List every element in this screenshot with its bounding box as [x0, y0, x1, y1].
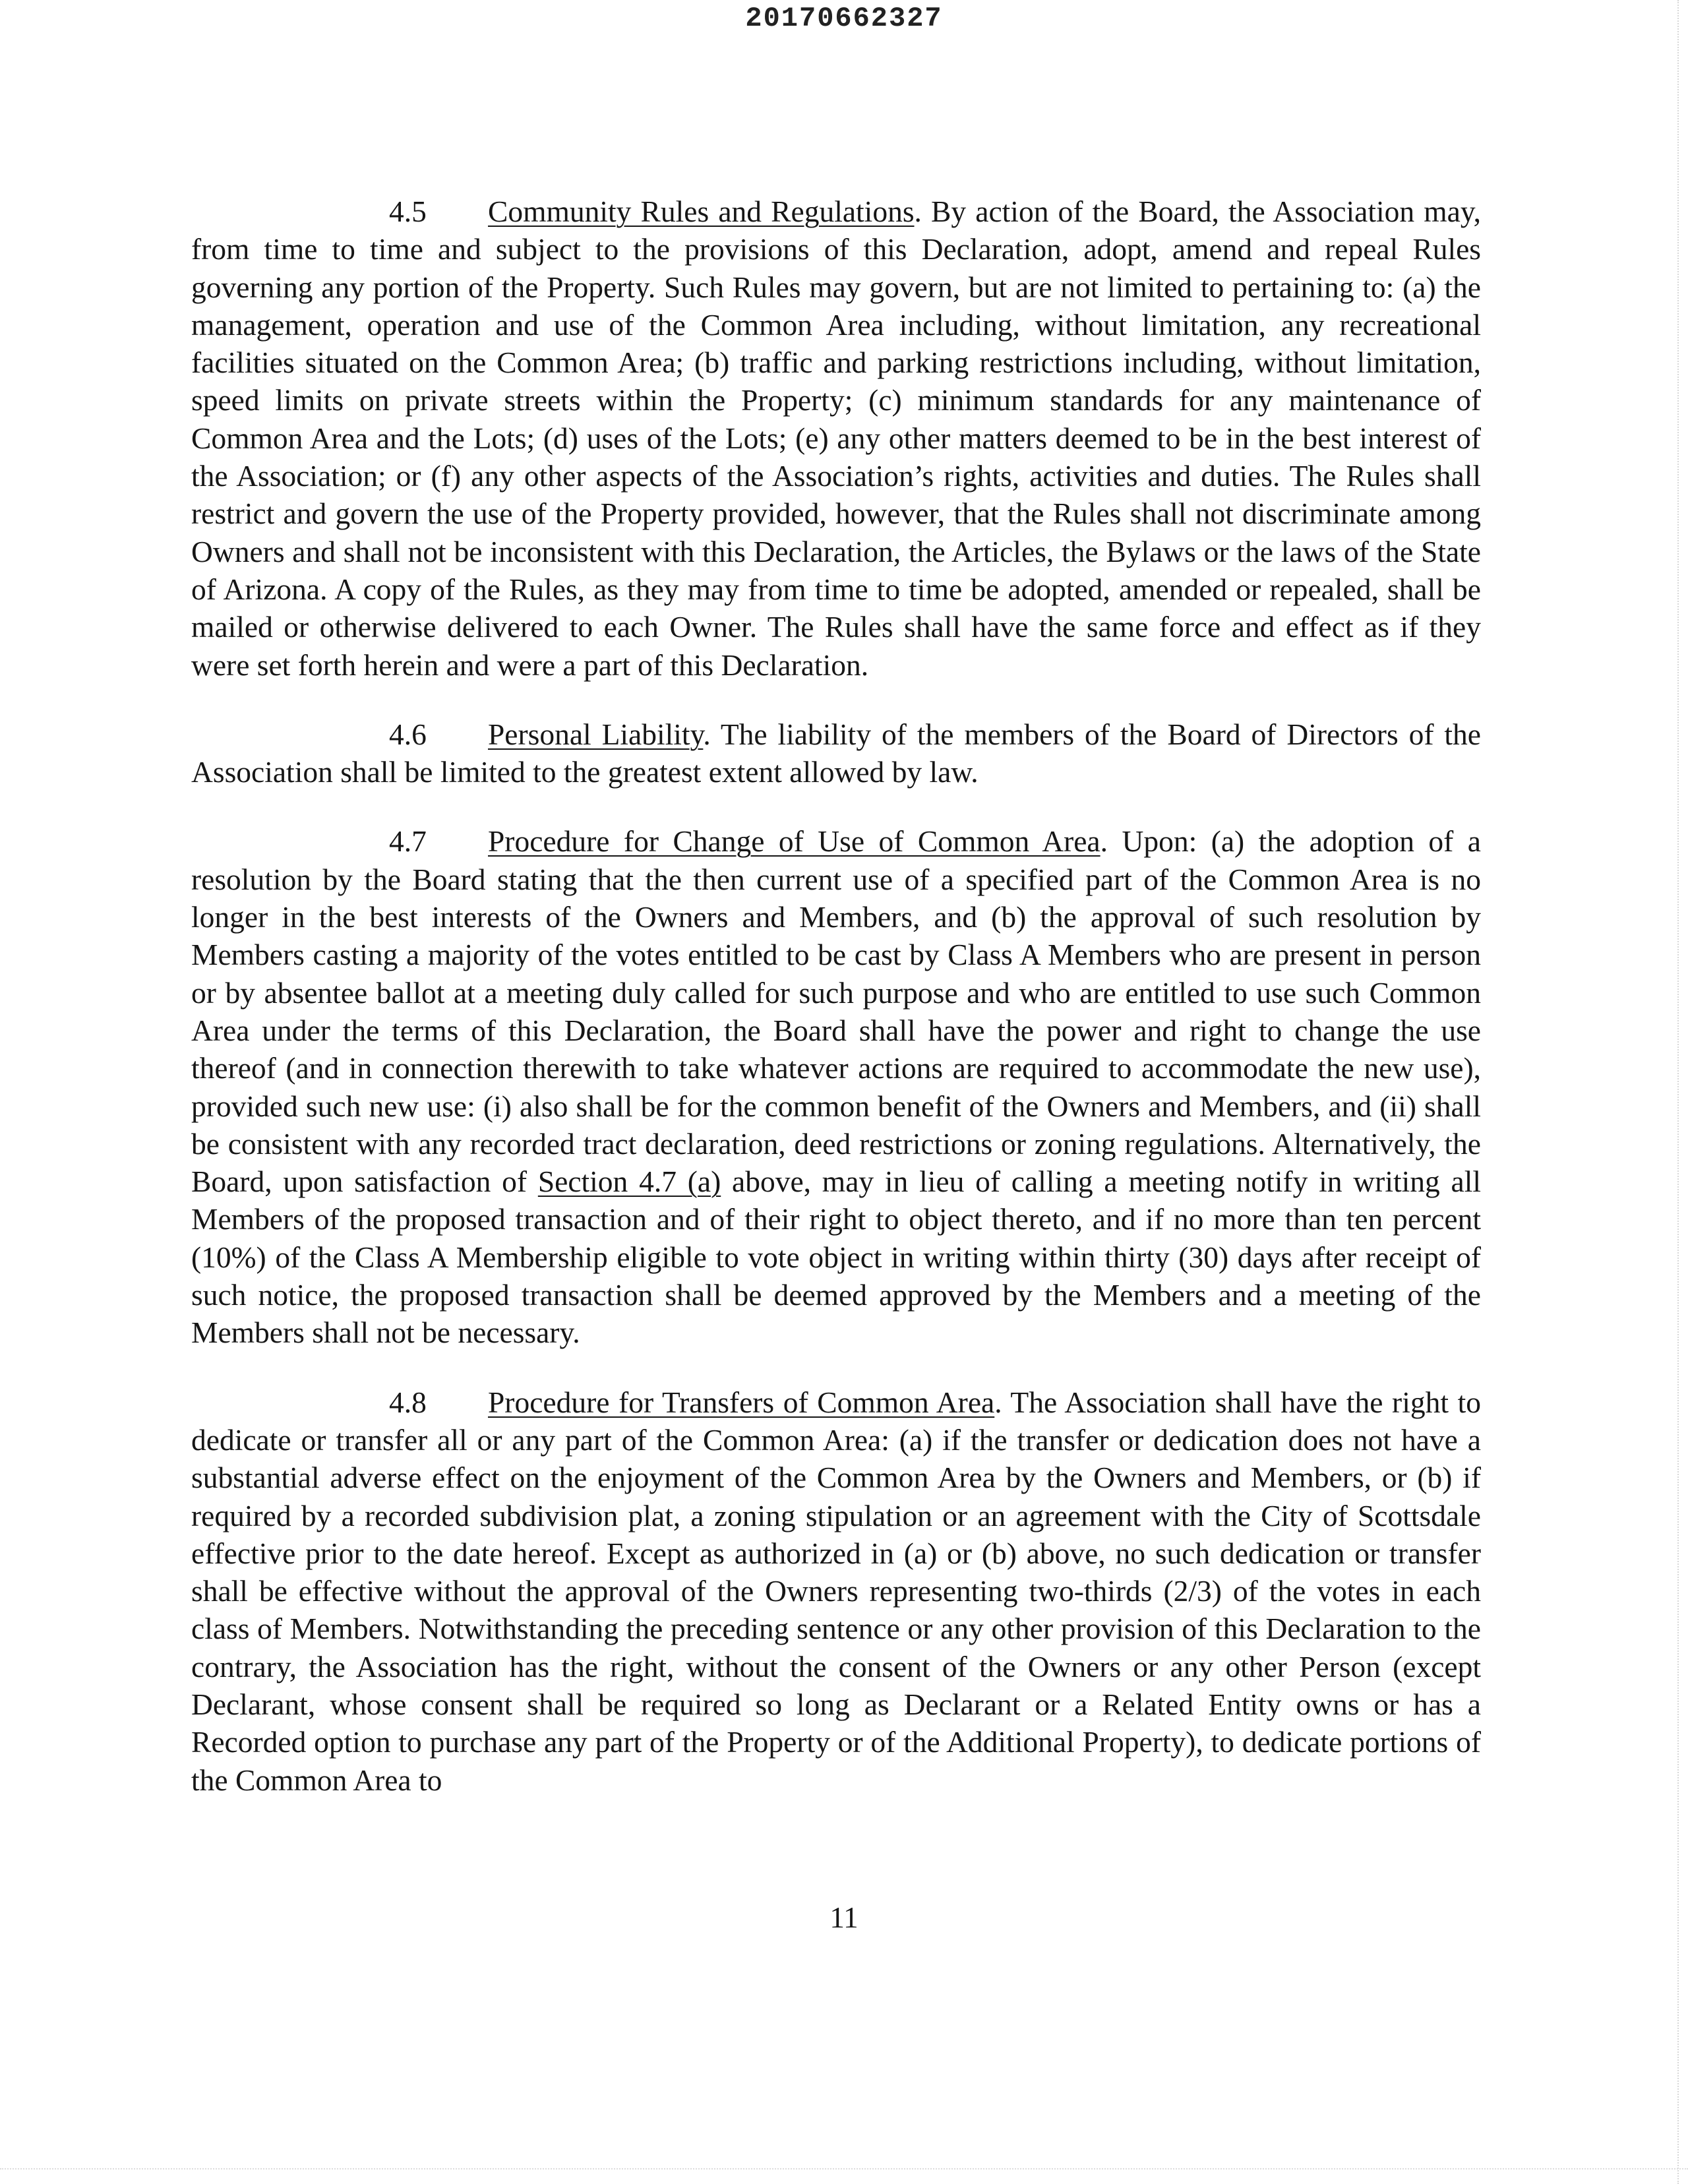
recording-number: 20170662327	[745, 3, 943, 34]
section-number: 4.7	[389, 824, 427, 859]
section-text: . Upon: (a) the adoption of a resolution by the Board stating that the then current use of a specified part of the Common Area is no longer in the best interests of the Owners and Members, and (b) the approval of such resolution by Members casting a majority of the votes entitled to be cast by Class A Members who are present in person or by absentee ballot at a meeting duly called for such purpose and who are entitled to use such Common Area under the terms of this Declaration, the Board shall have the power and right to change the use thereof (and in connection therewith to take whatever actions are required to accommodate the new use), provided such new use: (i) also shall be for the common benefit of the Owners and Members, and (ii) shall be consistent with any recorded tract declaration, deed restrictions or zoning regulations. Alternatively, the Board, upon satisfaction of	[191, 824, 1481, 1199]
section-4-5	[191, 193, 1481, 684]
section-text: . The liability of the members of the Board of Directors of the Association shall be limited to the greatest extent allowed by law.	[191, 717, 1481, 789]
section-4-7	[191, 822, 1481, 1351]
section-number: 4.8	[389, 1385, 427, 1419]
section-heading: Community Rules and Regulations	[488, 195, 915, 228]
scan-edge-artifact	[1675, 0, 1679, 2184]
section-4-6	[191, 715, 1481, 791]
section-text: . The Association shall have the right to dedicate or transfer all or any part of the Common Area: (a) if the transfer or dedication does not have a substantial adverse effect on the enjoyment of the Common Area by the Owners and Members, or (b) if required by a recorded subdivision plat, a zoning stipulation or an agreement with the City of Scottsdale effective prior to the date hereof. Except as authorized in (a) or (b) above, no such dedication or transfer shall be effective without the approval of the Owners representing two-thirds (2/3) of the votes in each class of Members. Notwithstanding the preceding sentence or any other provision of this Declaration to the contrary, the Association has the right, without the consent of the Owners or any other Person (except Declarant, whose consent shall be required so long as Declarant or a Related Entity owns or has a Recorded option to purchase any part of the Property or of the Additional Property), to dedicate portions of the Common Area to	[191, 1385, 1481, 1797]
scan-bottom-artifact	[0, 2168, 1688, 2169]
page-number: 11	[829, 1901, 859, 1934]
section-heading: Procedure for Transfers of Common Area	[488, 1385, 995, 1419]
section-heading: Procedure for Change of Use of Common Area	[488, 824, 1100, 859]
section-reference: Section 4.7 (a)	[537, 1165, 721, 1199]
paragraph-gap	[191, 791, 1481, 822]
section-heading: Personal Liability	[488, 717, 704, 751]
section-number: 4.6	[389, 717, 427, 751]
document-body	[191, 193, 1481, 1799]
section-number: 4.5	[389, 195, 427, 228]
paragraph-gap	[191, 684, 1481, 715]
paragraph-gap	[191, 1352, 1481, 1383]
section-text: above, may in lieu of calling a meeting notify in writing all Members of the proposed transaction and of their right to object thereto, and if no more than ten percent (10%) of the Class A Membership eligible to vote object in writing within thirty (30) days after receipt of such notice, the proposed transaction shall be deemed approved by the Members and a meeting of the Members shall not be necessary.	[191, 1165, 1482, 1350]
section-4-8	[191, 1383, 1481, 1799]
section-text: . By action of the Board, the Association may, from time to time and subject to the provisions of this Declaration, adopt, amend and repeal Rules governing any portion of the Property. Such Rules may govern, but are not limited to pertaining to: (a) the management, operation and use of the Common Area including, without limitation, any recreational facilities situated on the Common Area; (b) traffic and parking restrictions including, without limitation, speed limits on private streets within the Property; (c) minimum standards for any maintenance of Common Area and the Lots; (d) uses of the Lots; (e) any other matters deemed to be in the best interest of the Association; or (f) any other aspects of the Association’s rights, activities and duties. The Rules shall restrict and govern the use of the Property provided, however, that the Rules shall not discriminate among Owners and shall not be inconsistent with this Declaration, the Articles, the Bylaws or the laws of the State of Arizona. A copy of the Rules, as they may from time to time be adopted, amended or repealed, shall be mailed or otherwise delivered to each Owner. The Rules shall have the same force and effect as if they were set forth herein and were a part of this Declaration.	[191, 195, 1481, 682]
